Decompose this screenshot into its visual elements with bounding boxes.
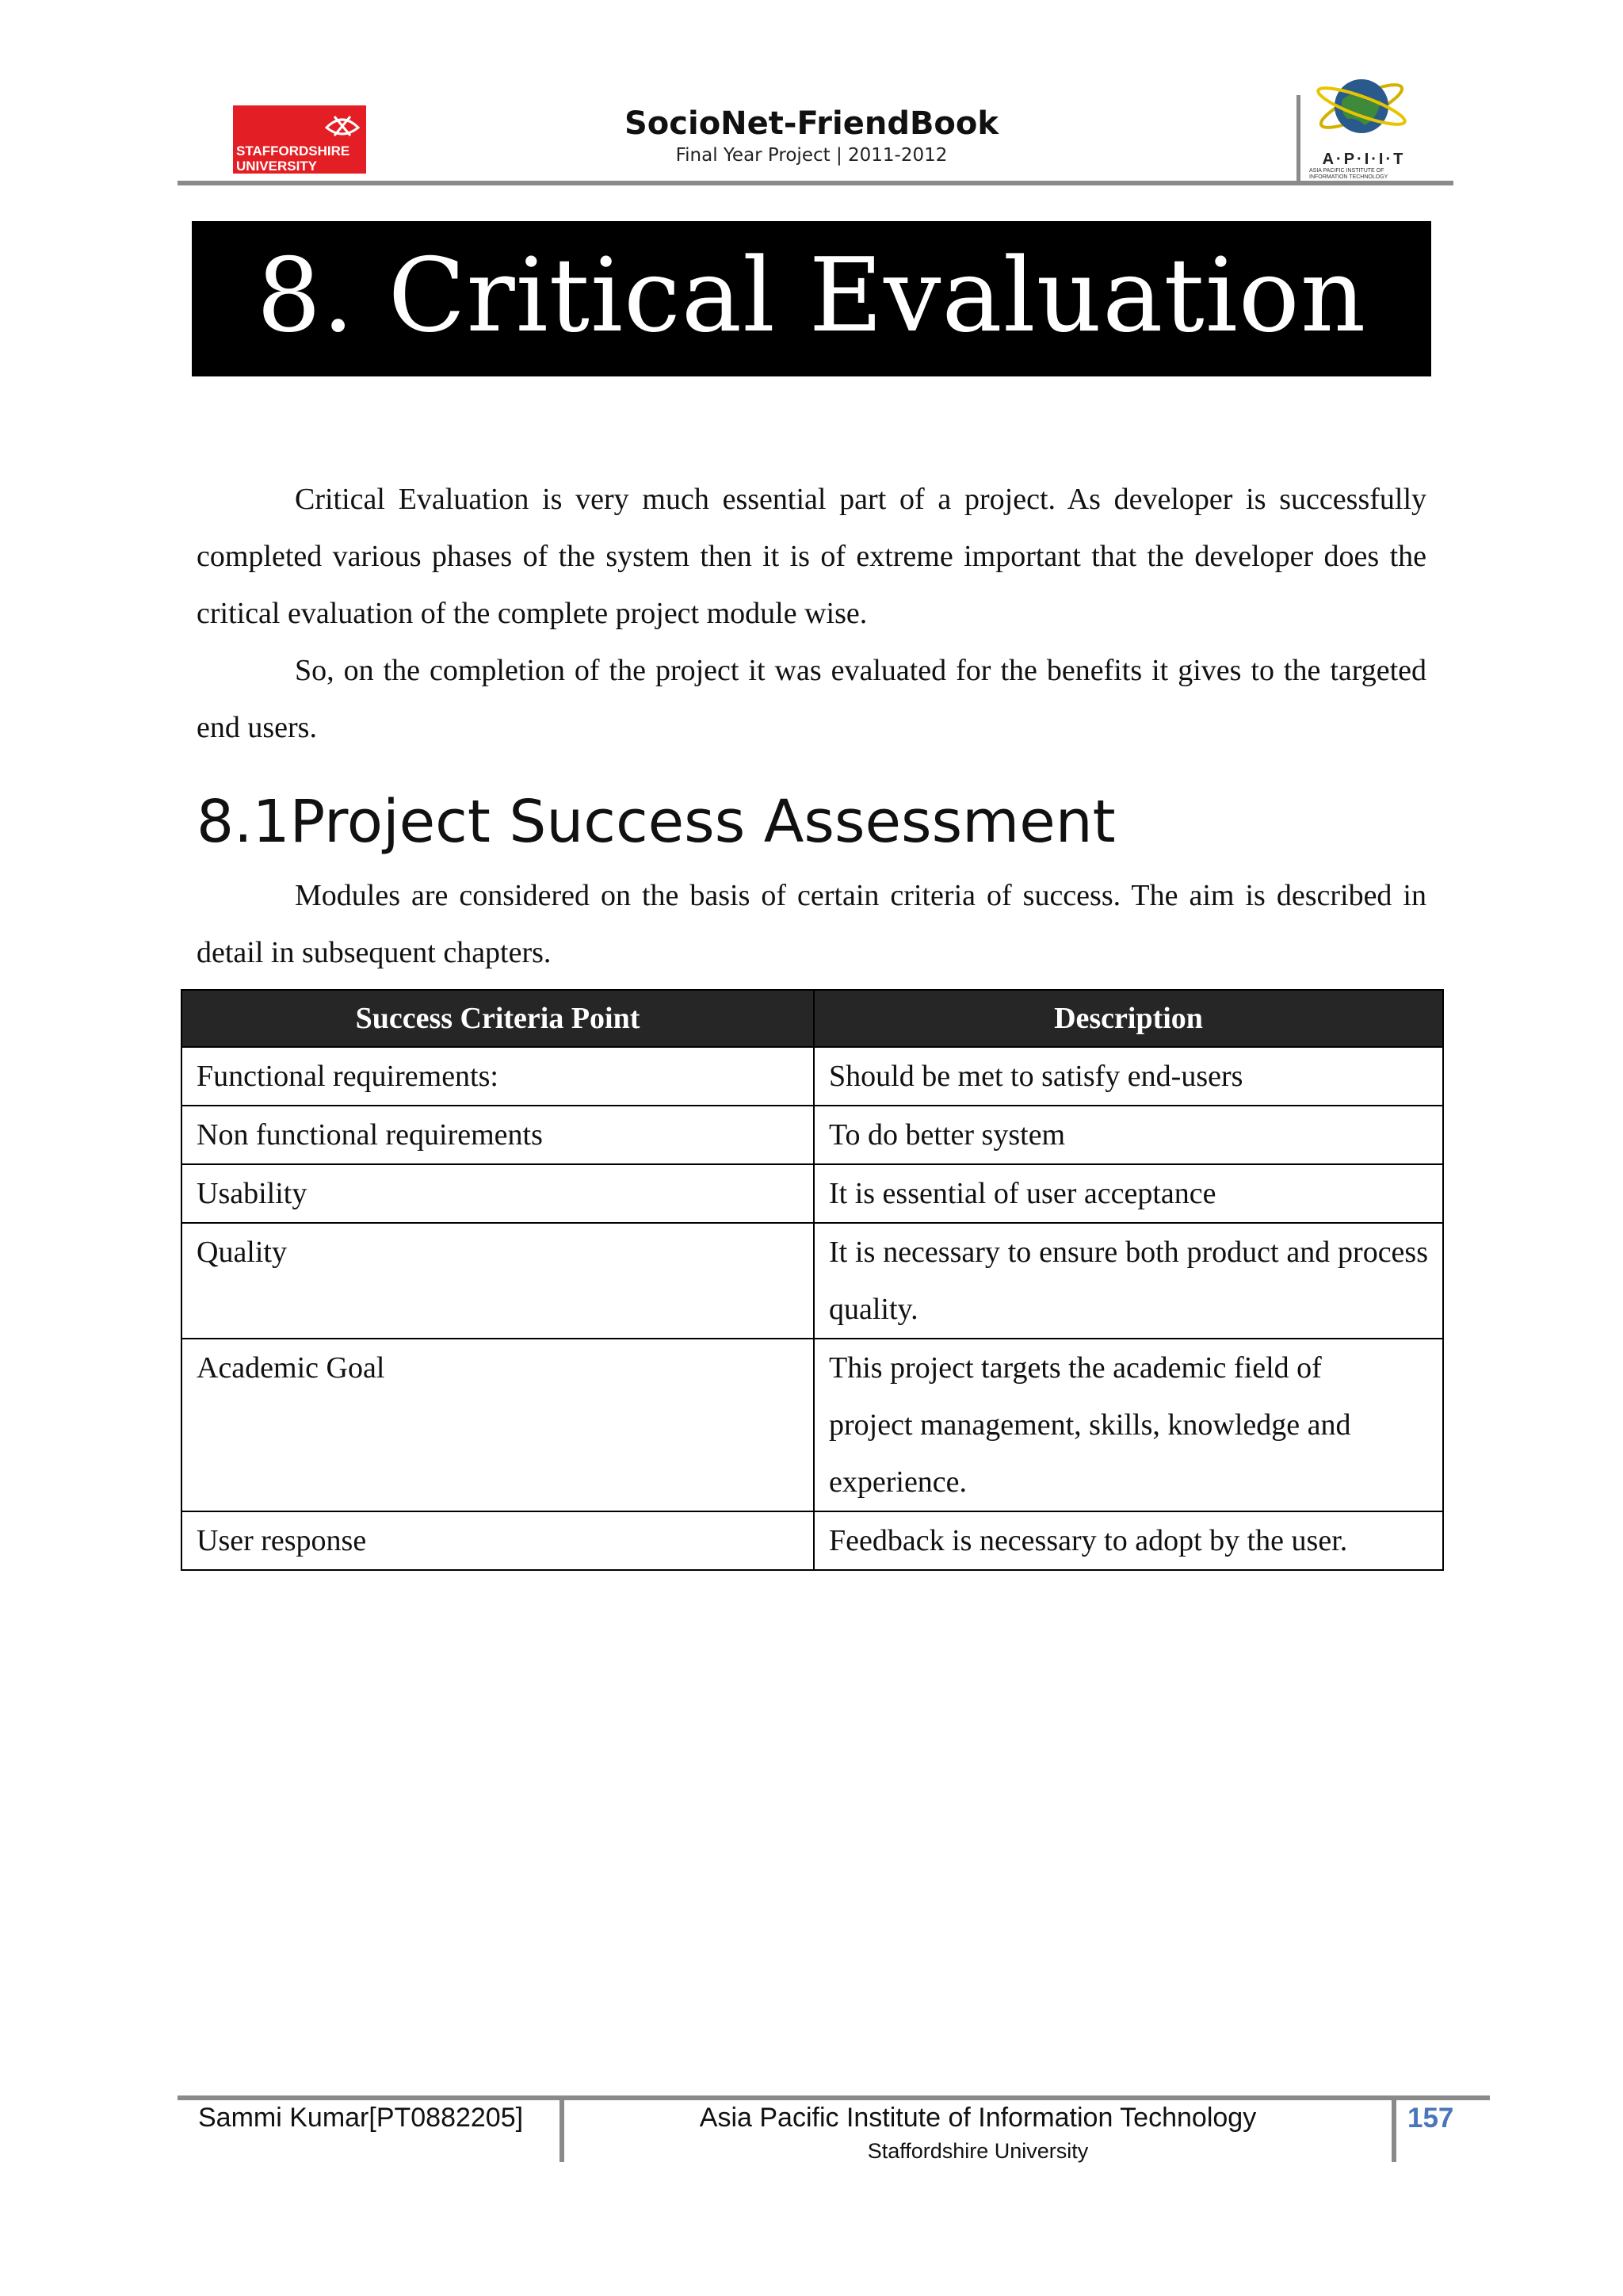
footer-university: Staffordshire University: [867, 2139, 1089, 2163]
section-paragraph: Modules are considered on the basis of certain criteria of success. The aim is described in detail in subsequent chapters.: [197, 879, 1426, 969]
staffordshire-logo-text: STAFFORDSHIRE UNIVERSITY: [236, 143, 350, 174]
description-cell: Should be met to satisfy end-users: [814, 1047, 1443, 1106]
footer-author: Sammi Kumar[PT0882205]: [198, 2103, 524, 2133]
criteria-cell: Usability: [181, 1164, 814, 1223]
table-row: [181, 1047, 1443, 1106]
document-subtitle: Final Year Project | 2011-2012: [675, 145, 948, 166]
header-rule: [178, 181, 1453, 185]
apiit-subtext: ASIA PACIFIC INSTITUTE OF INFORMATION TECHNOLOGY: [1309, 168, 1388, 180]
table-row: [181, 1164, 1443, 1223]
description-cell: To do better system: [814, 1106, 1443, 1164]
table-header-row: [181, 990, 1443, 1047]
description-cell: It is necessary to ensure both product and process quality.: [814, 1223, 1443, 1339]
page-number: 157: [1407, 2103, 1454, 2134]
chapter-banner: [192, 221, 1431, 376]
criteria-cell: Functional requirements:: [181, 1047, 814, 1106]
table-row: [181, 1223, 1443, 1339]
table-row: [181, 1339, 1443, 1511]
criteria-cell: Non functional requirements: [181, 1106, 814, 1164]
description-cell: This project targets the academic field of project management, skills, knowledge and experience.: [814, 1339, 1443, 1511]
table-row: [181, 1106, 1443, 1164]
document-title: SocioNet-FriendBook: [624, 105, 999, 142]
apiit-letters: A·P·I·I·T: [1322, 151, 1406, 168]
criteria-cell: User response: [181, 1511, 814, 1570]
footer-rule: [178, 2095, 1490, 2100]
footer-divider-right: [1392, 2095, 1396, 2162]
criteria-cell: Quality: [181, 1223, 814, 1339]
description-cell: It is essential of user acceptance: [814, 1164, 1443, 1223]
table-row: [181, 1511, 1443, 1570]
intro-paragraph-2: So, on the completion of the project it was evaluated for the benefits it gives to the targeted end users.: [197, 654, 1426, 744]
footer-institute: Asia Pacific Institute of Information Technology: [699, 2103, 1257, 2133]
description-cell: Feedback is necessary to adopt by the user.: [814, 1511, 1443, 1570]
column-header: Success Criteria Point: [181, 990, 814, 1047]
column-header: Description: [814, 990, 1443, 1047]
chapter-title: 8. Critical Evaluation: [256, 237, 1367, 355]
header-divider: [1296, 95, 1300, 182]
section-heading: 8.1Project Success Assessment: [197, 788, 1116, 856]
intro-paragraph-1: Critical Evaluation is very much essential part of a project. As developer is successfully completed various phases of the system then it is of extreme important that the developer does the critical evaluation of the complete project module wise.: [197, 483, 1426, 630]
criteria-cell: Academic Goal: [181, 1339, 814, 1511]
success-criteria-table: [181, 989, 1444, 1571]
